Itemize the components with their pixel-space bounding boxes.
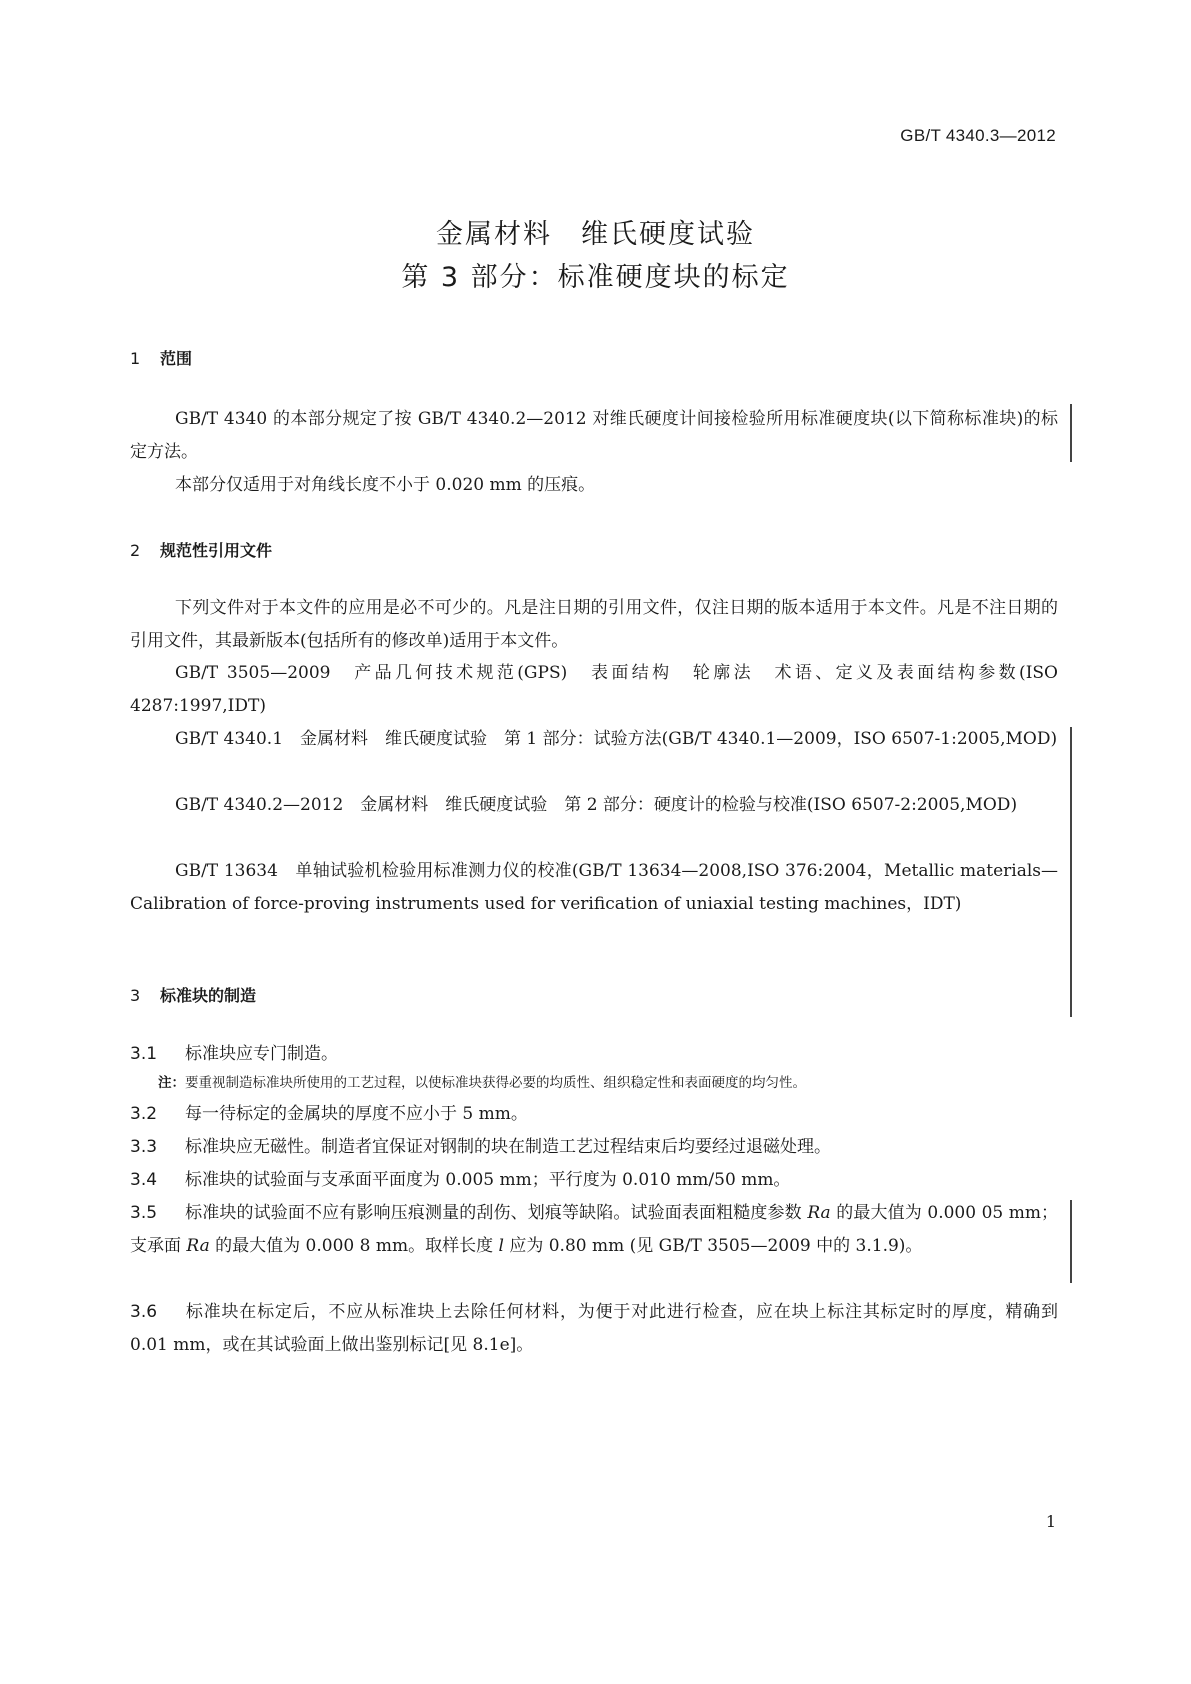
- clause-3-3: [130, 1131, 1058, 1164]
- section-3-number: 3: [130, 986, 141, 1005]
- section-3-title: 标准块的制造: [160, 986, 257, 1005]
- reference-item: GB/T 4340.1 金属材料 维氏硬度试验 第 1 部分：试验方法(GB/T 4340.1—2009，ISO 6507-1:2005,MOD): [175, 729, 1058, 749]
- section-1-number: 1: [130, 349, 141, 368]
- title-line-2: 第 3 部分：标准硬度块的标定: [401, 262, 790, 293]
- standard-number: GB/T 4340.3—2012: [900, 126, 1056, 145]
- sampling-length-symbol: l: [498, 1236, 504, 1256]
- clause-text: 标准块应无磁性。制造者宜保证对钢制的块在制造工艺过程结束后均要经过退磁处理。: [185, 1137, 831, 1157]
- clause-text: 标准块在标定后，不应从标准块上去除任何材料，为便于对此进行检查，应在块上标注其标定时的厚度，精确到 0.01 mm，或在其试验面上做出鉴别标记[见 8.1e]。: [130, 1302, 1058, 1355]
- clause-number: 3.6: [130, 1302, 158, 1322]
- clause-3-6: [130, 1296, 1058, 1362]
- reference-item: GB/T 4340.2—2012 金属材料 维氏硬度试验 第 2 部分：硬度计的检验与校准(ISO 6507-2:2005,MOD): [175, 795, 1018, 815]
- note-label: 注：: [158, 1075, 185, 1091]
- change-bar: [1070, 404, 1072, 462]
- clause-text: 标准块应专门制造。: [185, 1044, 338, 1064]
- ra-symbol: Ra: [807, 1203, 831, 1223]
- section-1-heading: [130, 346, 192, 369]
- clause-text: 标准块的试验面与支承面平面度为 0.005 mm；平行度为 0.010 mm/50 mm。: [185, 1170, 791, 1190]
- reference-item: GB/T 3505—2009 产品几何技术规范(GPS) 表面结构 轮廓法 术语、定义及表面结构参数(ISO 4287:1997,IDT): [130, 663, 1058, 716]
- title-line-1: 金属材料 维氏硬度试验: [436, 219, 755, 250]
- section-1-title: 范围: [160, 349, 193, 368]
- page-number: 1: [1045, 1512, 1056, 1531]
- section-2-heading: [130, 538, 272, 561]
- change-bar: [1070, 727, 1072, 1017]
- scope-paragraph-2: 本部分仅适用于对角线长度不小于 0.020 mm 的压痕。: [175, 475, 596, 495]
- normative-intro: 下列文件对于本文件的应用是必不可少的。凡是注日期的引用文件，仅注日期的版本适用于本文件。凡是不注日期的引用文件，其最新版本(包括所有的修改单)适用于本文件。: [130, 598, 1058, 651]
- note: [158, 1073, 806, 1093]
- section-3-heading: [130, 983, 256, 1006]
- ra-symbol: Ra: [186, 1236, 210, 1256]
- clause-number: 3.3: [130, 1137, 158, 1157]
- clause-3-2: [130, 1098, 1058, 1131]
- clause-number: 3.2: [130, 1104, 158, 1124]
- clause-number: 3.4: [130, 1170, 158, 1190]
- section-2-title: 规范性引用文件: [160, 541, 273, 560]
- clause-text: 的最大值为 0.000 8 mm。取样长度: [209, 1236, 499, 1256]
- note-text: 要重视制造标准块所使用的工艺过程，以使标准块获得必要的均质性、组织稳定性和表面硬度的均匀性。: [185, 1075, 806, 1091]
- clause-3-1: [130, 1038, 1058, 1071]
- clause-number: 3.1: [130, 1044, 158, 1064]
- clause-3-5: [130, 1197, 1058, 1263]
- reference-item: GB/T 13634 单轴试验机检验用标准测力仪的校准(GB/T 13634—2008,ISO 376:2004，Metallic materials—Calibration of force-proving instruments used for verification of uniaxial testing machines，IDT): [130, 861, 1058, 914]
- change-bar: [1070, 1200, 1072, 1283]
- scope-paragraph-1: GB/T 4340 的本部分规定了按 GB/T 4340.2—2012 对维氏硬度计间接检验所用标准硬度块(以下简称标准块)的标定方法。: [130, 409, 1058, 462]
- clause-number: 3.5: [130, 1203, 158, 1223]
- clause-text: 的最大值为 0.000 05 mm；支承面: [130, 1203, 1058, 1256]
- section-2-number: 2: [130, 541, 141, 560]
- clause-text: 标准块的试验面不应有影响压痕测量的刮伤、划痕等缺陷。试验面表面粗糙度参数: [185, 1203, 808, 1223]
- clause-3-4: [130, 1164, 1058, 1197]
- clause-text: 每一待标定的金属块的厚度不应小于 5 mm。: [185, 1104, 528, 1124]
- clause-text: 应为 0.80 mm (见 GB/T 3505—2009 中的 3.1.9)。: [503, 1236, 923, 1256]
